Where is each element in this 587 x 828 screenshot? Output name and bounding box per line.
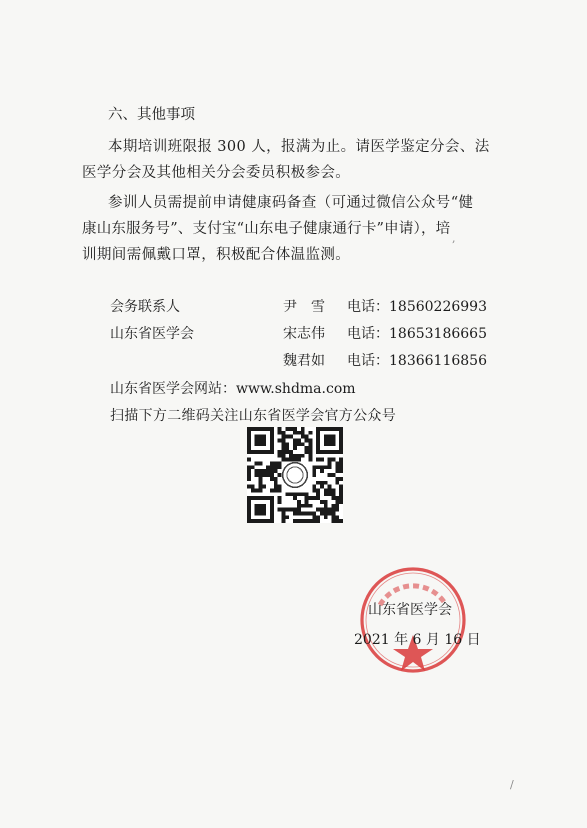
contact-name: 魏君如 bbox=[283, 353, 325, 369]
official-seal bbox=[358, 565, 468, 675]
section-heading: 六、其他事项 bbox=[108, 107, 195, 123]
contact-name: 尹 雪 bbox=[283, 299, 325, 315]
signature-date: 2021 年 6 月 16 日 bbox=[354, 632, 481, 648]
contact-phone: 电话：18366116856 bbox=[347, 353, 487, 369]
contact-label-meeting: 会务联系人 bbox=[110, 299, 180, 315]
scan-mark: / bbox=[510, 778, 514, 791]
paragraph-1-line-1: 本期培训班限报 300 人，报满为止。请医学鉴定分会、法 bbox=[108, 139, 490, 155]
scan-mark: , bbox=[452, 232, 456, 245]
contact-name: 宋志伟 bbox=[283, 326, 325, 342]
paragraph-2-line-1: 参训人员需提前申请健康码备查（可通过微信公众号“健 bbox=[108, 195, 474, 211]
signature-org: 山东省医学会 bbox=[368, 602, 452, 618]
contact-phone: 电话：18653186665 bbox=[347, 326, 487, 342]
website-line: 山东省医学会网站：www.shdma.com bbox=[110, 381, 356, 397]
paragraph-2-line-3: 训期间需佩戴口罩，积极配合体温监测。 bbox=[82, 247, 351, 263]
qr-code[interactable] bbox=[247, 427, 343, 523]
qr-instruction: 扫描下方二维码关注山东省医学会官方公众号 bbox=[110, 408, 396, 424]
contact-label-org: 山东省医学会 bbox=[110, 326, 194, 342]
paragraph-2-line-2: 康山东服务号”、支付宝“山东电子健康通行卡”申请），培 bbox=[82, 221, 451, 237]
paragraph-1-line-2: 医学分会及其他相关分会委员积极参会。 bbox=[82, 165, 351, 181]
contact-phone: 电话：18560226993 bbox=[347, 299, 487, 315]
